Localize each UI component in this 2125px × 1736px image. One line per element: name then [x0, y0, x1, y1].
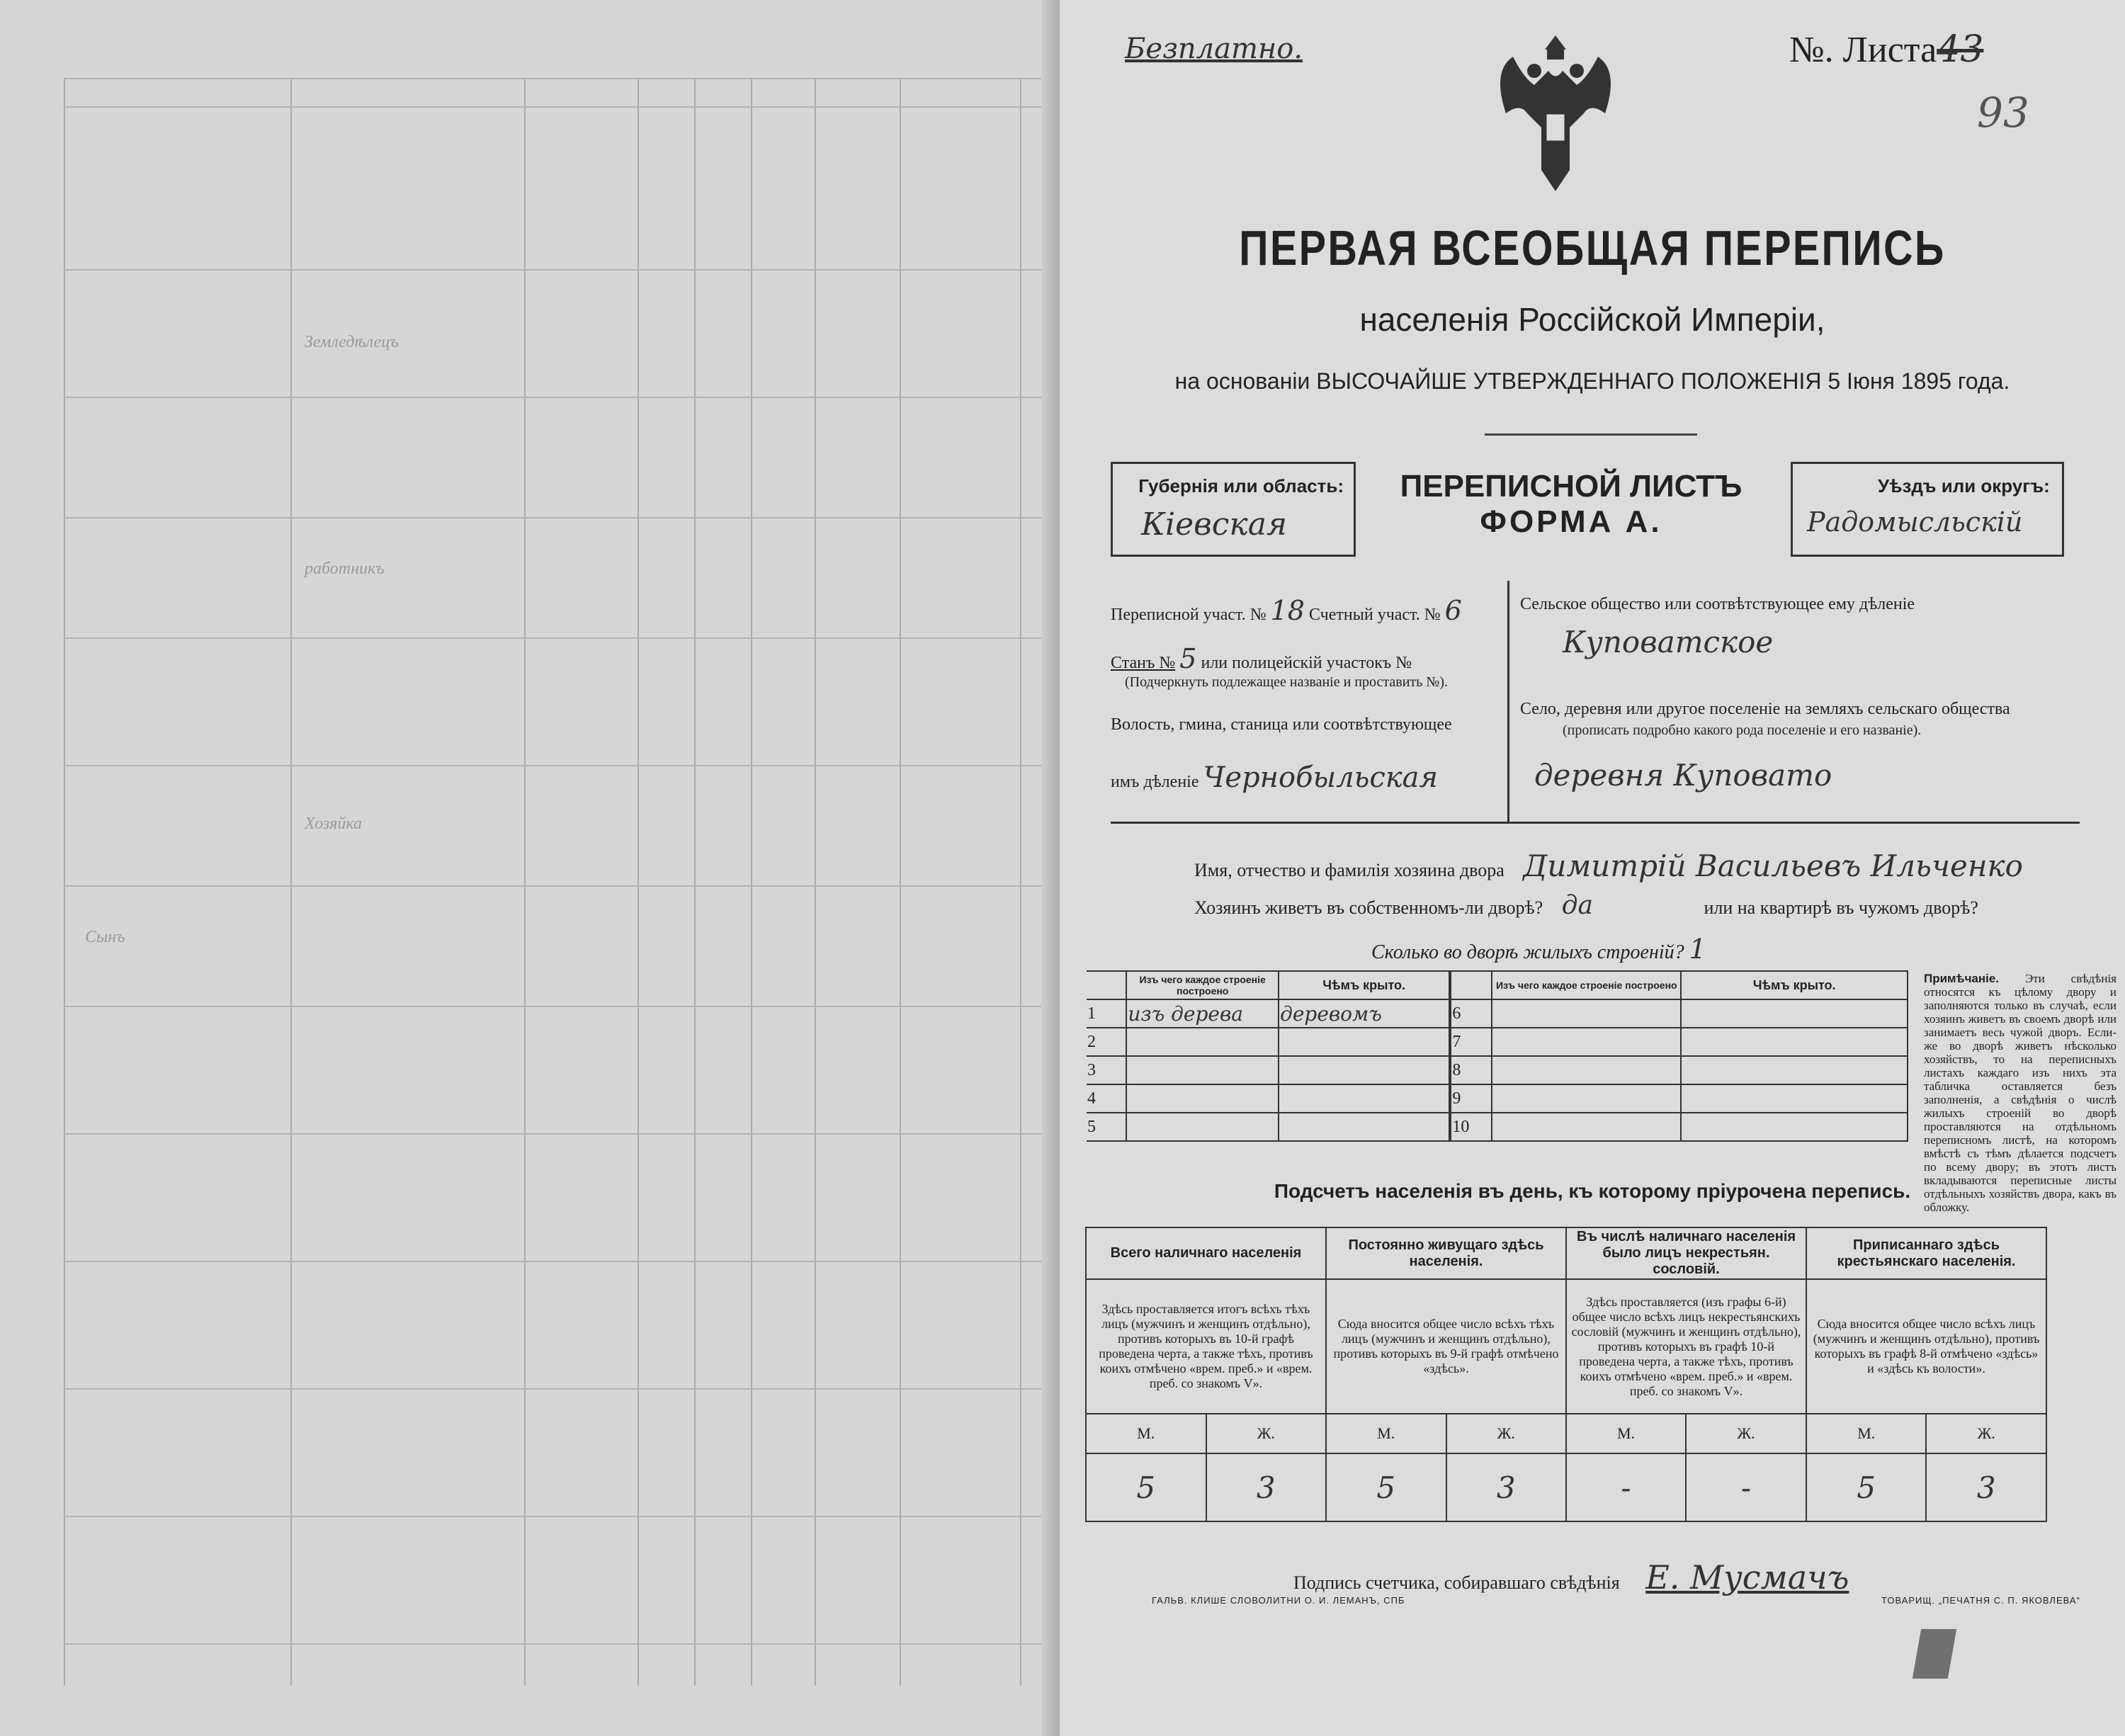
- printer-right: ТОВАРИЩ. „ПЕЧАТНЯ С. П. ЯКОВЛЕВА“: [1881, 1595, 2080, 1606]
- col-material-header: Изъ чего каждое строеніе построено: [1492, 971, 1681, 999]
- population-title: Подсчетъ населенія въ день, къ которому пріурочена перепись.: [1274, 1180, 1911, 1202]
- ghost-handwriting: работникъ: [305, 560, 385, 578]
- row-number: 5: [1087, 1113, 1126, 1141]
- row-number: 3: [1087, 1056, 1126, 1084]
- female-count: 3: [1926, 1453, 2046, 1521]
- female-count: -: [1686, 1453, 1806, 1521]
- ghost-column-line: [751, 78, 752, 1686]
- building-material: [1126, 1028, 1279, 1056]
- village-value: деревня Куповато: [1534, 758, 1832, 793]
- village-label: Село, деревня или другое поселеніе на земляхъ сельскаго общества: [1520, 700, 2010, 718]
- row-number: 9: [1450, 1084, 1492, 1113]
- own-yard-value: да: [1561, 891, 1593, 920]
- signature-label: Подпись счетчика, собиравшаго свѣдѣнія: [1293, 1572, 1620, 1593]
- row-number: 10: [1450, 1113, 1492, 1141]
- underline-note: (Подчеркнуть подлежащее названіе и проставить №).: [1125, 674, 1448, 690]
- police-label: или полицейскій участокъ №: [1201, 654, 1412, 672]
- form-name: ФОРМА А.: [1480, 504, 1662, 539]
- note-label: Примѣчаніе.: [1924, 972, 2000, 985]
- row-number: 1: [1087, 999, 1126, 1028]
- ghost-column-line: [1020, 78, 1021, 1686]
- ghost-row-line: [64, 765, 1041, 766]
- ghost-row-line: [64, 269, 1041, 271]
- owner-name-label: Имя, отчество и фамилія хозяина двора: [1194, 860, 1504, 880]
- population-col-desc: Сюда вносится общее число всѣхъ тѣхъ лицъ (мужчинъ и женщинъ отдѣльно), противъ которыхъ въ 9-й графѣ отмѣчено «здѣсь».: [1326, 1279, 1566, 1414]
- stan-field: [1111, 643, 1412, 674]
- col-material-header: Изъ чего каждое строеніе построено: [1126, 971, 1279, 999]
- ink-stamp-mark: [1912, 1629, 1956, 1679]
- male-count: -: [1566, 1453, 1686, 1521]
- female-label: Ж.: [1206, 1414, 1327, 1453]
- province-box: [1111, 462, 1356, 557]
- population-col-header: Приписаннаго здѣсь крестьянскаго населенія.: [1806, 1227, 2046, 1279]
- table-row: [1087, 999, 1908, 1028]
- buildings-count-field: [1371, 934, 1706, 965]
- buildings-table: [1087, 970, 1908, 1142]
- ghost-row-line: [64, 885, 1041, 887]
- archive-number: 93: [1977, 89, 2029, 137]
- building-material: [1126, 1113, 1279, 1141]
- society-value: Куповатское: [1563, 625, 1774, 659]
- building-roof: [1681, 999, 1908, 1028]
- ghost-row-line: [64, 1261, 1041, 1262]
- society-label: Сельское общество или соотвѣтствующее ему дѣленіе: [1520, 595, 1915, 613]
- table-row: [1087, 1084, 1908, 1113]
- buildings-count-value: 1: [1689, 934, 1706, 965]
- male-label: М.: [1326, 1414, 1446, 1453]
- male-count: 5: [1806, 1453, 1927, 1521]
- male-count: 5: [1086, 1453, 1206, 1521]
- census-form-page: [1060, 0, 2125, 1736]
- population-col-desc: Здѣсь проставляется (изъ графы 6-й) общее число всѣхъ лицъ некрестьянскихъ сословій (мужчинъ и женщинъ отдѣльно), противъ которыхъ въ графѣ 10-й проведена черта, а также тѣхъ, противъ коихъ отмѣчено «врем. преб.» и «врем. преб. со знакомъ V».: [1566, 1279, 1806, 1414]
- population-col-header: Всего наличнаго населенія: [1086, 1227, 1326, 1279]
- ghost-row-line: [64, 637, 1041, 639]
- male-count: 5: [1326, 1453, 1446, 1521]
- building-material: [1492, 1056, 1681, 1084]
- building-material: [1492, 1113, 1681, 1141]
- female-label: Ж.: [1446, 1414, 1567, 1453]
- building-material: [1492, 1028, 1681, 1056]
- population-table: [1085, 1227, 2047, 1522]
- left-page: [0, 0, 1055, 1736]
- ghost-row-line: [64, 1133, 1041, 1135]
- stan-label: Станъ №: [1111, 654, 1176, 672]
- ghost-row-line: [64, 1643, 1041, 1645]
- volost-field: [1111, 761, 1438, 794]
- census-district-value: 18: [1270, 595, 1305, 626]
- male-label: М.: [1086, 1414, 1206, 1453]
- district-box: [1791, 462, 2064, 557]
- volost-label-2: имъ дѣленіе: [1111, 773, 1199, 791]
- owner-name-field: [1194, 849, 2023, 883]
- signature-field: [1293, 1558, 1849, 1596]
- male-label: М.: [1806, 1414, 1927, 1453]
- ghost-column-line: [815, 78, 816, 1686]
- signature-value: Е. Мусмачъ: [1645, 1558, 1849, 1596]
- census-district-label: Переписной участ. №: [1111, 606, 1266, 624]
- female-count: 3: [1206, 1453, 1327, 1521]
- volost-value: Чернобыльская: [1203, 761, 1438, 794]
- ghost-row-line: [64, 78, 1041, 79]
- building-roof: [1681, 1113, 1908, 1141]
- population-col-desc: Здѣсь проставляется итогъ всѣхъ тѣхъ лицъ (мужчинъ и женщинъ отдѣльно), противъ которыхъ въ 10-й графѣ проведена черта, а также тѣхъ, противъ коихъ отмѣчено «врем. преб.» и «врем. преб. со знакомъ V».: [1086, 1279, 1326, 1414]
- ghost-column-line: [524, 78, 526, 1686]
- table-row: [1087, 1113, 1908, 1141]
- female-count: 3: [1446, 1453, 1567, 1521]
- ghost-row-line: [64, 1388, 1041, 1390]
- row-number: 4: [1087, 1084, 1126, 1113]
- ghost-column-line: [64, 78, 65, 1686]
- district-label: Уѣздъ или округъ:: [1878, 475, 2050, 497]
- building-roof: деревомъ: [1279, 999, 1450, 1028]
- population-col-desc: Сюда вносится общее число всѣхъ лицъ (мужчинъ и женщинъ отдѣльно), противъ которыхъ въ графѣ 8-й отмѣчено «здѣсь» и «здѣсь къ волости».: [1806, 1279, 2046, 1414]
- col-roof-header: Чѣмъ крыто.: [1279, 971, 1450, 999]
- ghost-handwriting: Хозяйка: [305, 815, 363, 833]
- sheet-number-value: 43: [1937, 28, 1984, 71]
- sheet-title: ПЕРЕПИСНОЙ ЛИСТЪ: [1400, 469, 1742, 504]
- population-col-header: Постоянно живущаго здѣсь населенія.: [1326, 1227, 1566, 1279]
- table-row: [1087, 1056, 1908, 1084]
- building-roof: [1279, 1084, 1450, 1113]
- province-value: Кіевская: [1141, 506, 1288, 543]
- row-number: 8: [1450, 1056, 1492, 1084]
- double-headed-eagle-emblem: [1485, 28, 1626, 198]
- row-number: 2: [1087, 1028, 1126, 1056]
- district-value: Радомысльскій: [1807, 506, 2023, 538]
- female-label: Ж.: [1926, 1414, 2046, 1453]
- ghost-column-line: [638, 78, 639, 1686]
- building-roof: [1279, 1056, 1450, 1084]
- document-basis: на основаніи ВЫСОЧАЙШЕ УТВЕРЖДЕННАГО ПОЛОЖЕНІЯ 5 Іюня 1895 года.: [1174, 368, 2010, 394]
- sheet-label-text: №. Листа: [1789, 30, 1937, 70]
- own-yard-label: Хозяинъ живетъ въ собственномъ-ли дворѣ?: [1194, 897, 1543, 918]
- document-title: ПЕРВАЯ ВСЕОБЩАЯ ПЕРЕПИСЬ: [1239, 220, 1946, 276]
- building-material: [1492, 999, 1681, 1028]
- document-subtitle: населенія Россійской Имперіи,: [1359, 301, 1825, 338]
- village-note: (прописать подробно какого рода поселеніе и его названіе).: [1563, 722, 1922, 738]
- note-block: [1924, 972, 2116, 1214]
- population-col-header: Въ числѣ наличнаго населенія было лицъ некрестьян. сословій.: [1566, 1227, 1806, 1279]
- building-material: изъ дерева: [1126, 999, 1279, 1028]
- ghost-handwriting: Сынъ: [85, 928, 125, 946]
- province-label: Губернія или область:: [1138, 475, 1344, 497]
- building-material: [1492, 1084, 1681, 1113]
- building-material: [1126, 1084, 1279, 1113]
- stan-value: 5: [1179, 643, 1197, 674]
- building-material: [1126, 1056, 1279, 1084]
- table-row: [1087, 1028, 1908, 1056]
- female-label: Ж.: [1686, 1414, 1806, 1453]
- ghost-row-line: [64, 1006, 1041, 1007]
- col-roof-header: Чѣмъ крыто.: [1681, 971, 1908, 999]
- printer-left: ГАЛЬВ. КЛИШЕ СЛОВОЛИТНИ О. И. ЛЕМАНЪ, СПБ: [1152, 1595, 1405, 1606]
- ornament-divider: [1485, 433, 1697, 436]
- sheet-number-label: [1789, 28, 1983, 71]
- location-left-block: [1111, 581, 1509, 822]
- building-roof: [1279, 1113, 1450, 1141]
- building-roof: [1279, 1028, 1450, 1056]
- location-right-block: [1520, 581, 2080, 822]
- volost-label: Волость, гмина, станица или соотвѣтствующее: [1111, 715, 1452, 734]
- count-district-label: Счетный участ. №: [1308, 606, 1441, 624]
- own-yard-field: [1194, 891, 1978, 920]
- male-label: М.: [1566, 1414, 1686, 1453]
- rent-label: или на квартирѣ въ чужомъ дворѣ?: [1704, 897, 1978, 918]
- ghost-column-line: [290, 78, 292, 1686]
- ghost-row-line: [64, 517, 1041, 518]
- ghost-handwriting: Земледѣлецъ: [305, 333, 399, 351]
- row-number: 6: [1450, 999, 1492, 1028]
- ghost-row-line: [64, 106, 1041, 108]
- buildings-count-label: Сколько во дворѣ жилыхъ строеній?: [1371, 941, 1684, 963]
- building-roof: [1681, 1028, 1908, 1056]
- census-district-field: [1111, 595, 1462, 626]
- note-text: Эти свѣдѣнія относятся къ цѣлому двору и заполняются только въ случаѣ, если хозяинъ живетъ въ своемъ дворѣ или занимаетъ весь чужой дворъ. Если-же во дворѣ живетъ нѣсколько хозяйствъ, то на переписныхъ листахъ каждаго изъ нихъ эта табличка оставляется безъ заполненія, а свѣдѣнія о числѣ жилыхъ строеній во дворѣ проставляются на отдѣльномъ переписномъ листѣ, на которомъ вмѣстѣ съ тѣмъ дѣлается подсчетъ по всему двору; въ этотъ листъ вкладываются переписные листы отдѣльныхъ хозяйствъ двора, какъ въ обложку.: [1924, 972, 2116, 1214]
- section-divider: [1111, 822, 2080, 824]
- ghost-row-line: [64, 1516, 1041, 1517]
- building-roof: [1681, 1056, 1908, 1084]
- count-district-value: 6: [1444, 595, 1462, 626]
- sheet-title-box: [1352, 462, 1791, 552]
- building-roof: [1681, 1084, 1908, 1113]
- owner-name-value: Димитрій Васильевъ Ильченко: [1523, 849, 2023, 883]
- row-number: 7: [1450, 1028, 1492, 1056]
- ghost-column-line: [900, 78, 901, 1686]
- ghost-row-line: [64, 397, 1041, 398]
- free-label: Безплатно.: [1125, 33, 1303, 65]
- ghost-column-line: [694, 78, 696, 1686]
